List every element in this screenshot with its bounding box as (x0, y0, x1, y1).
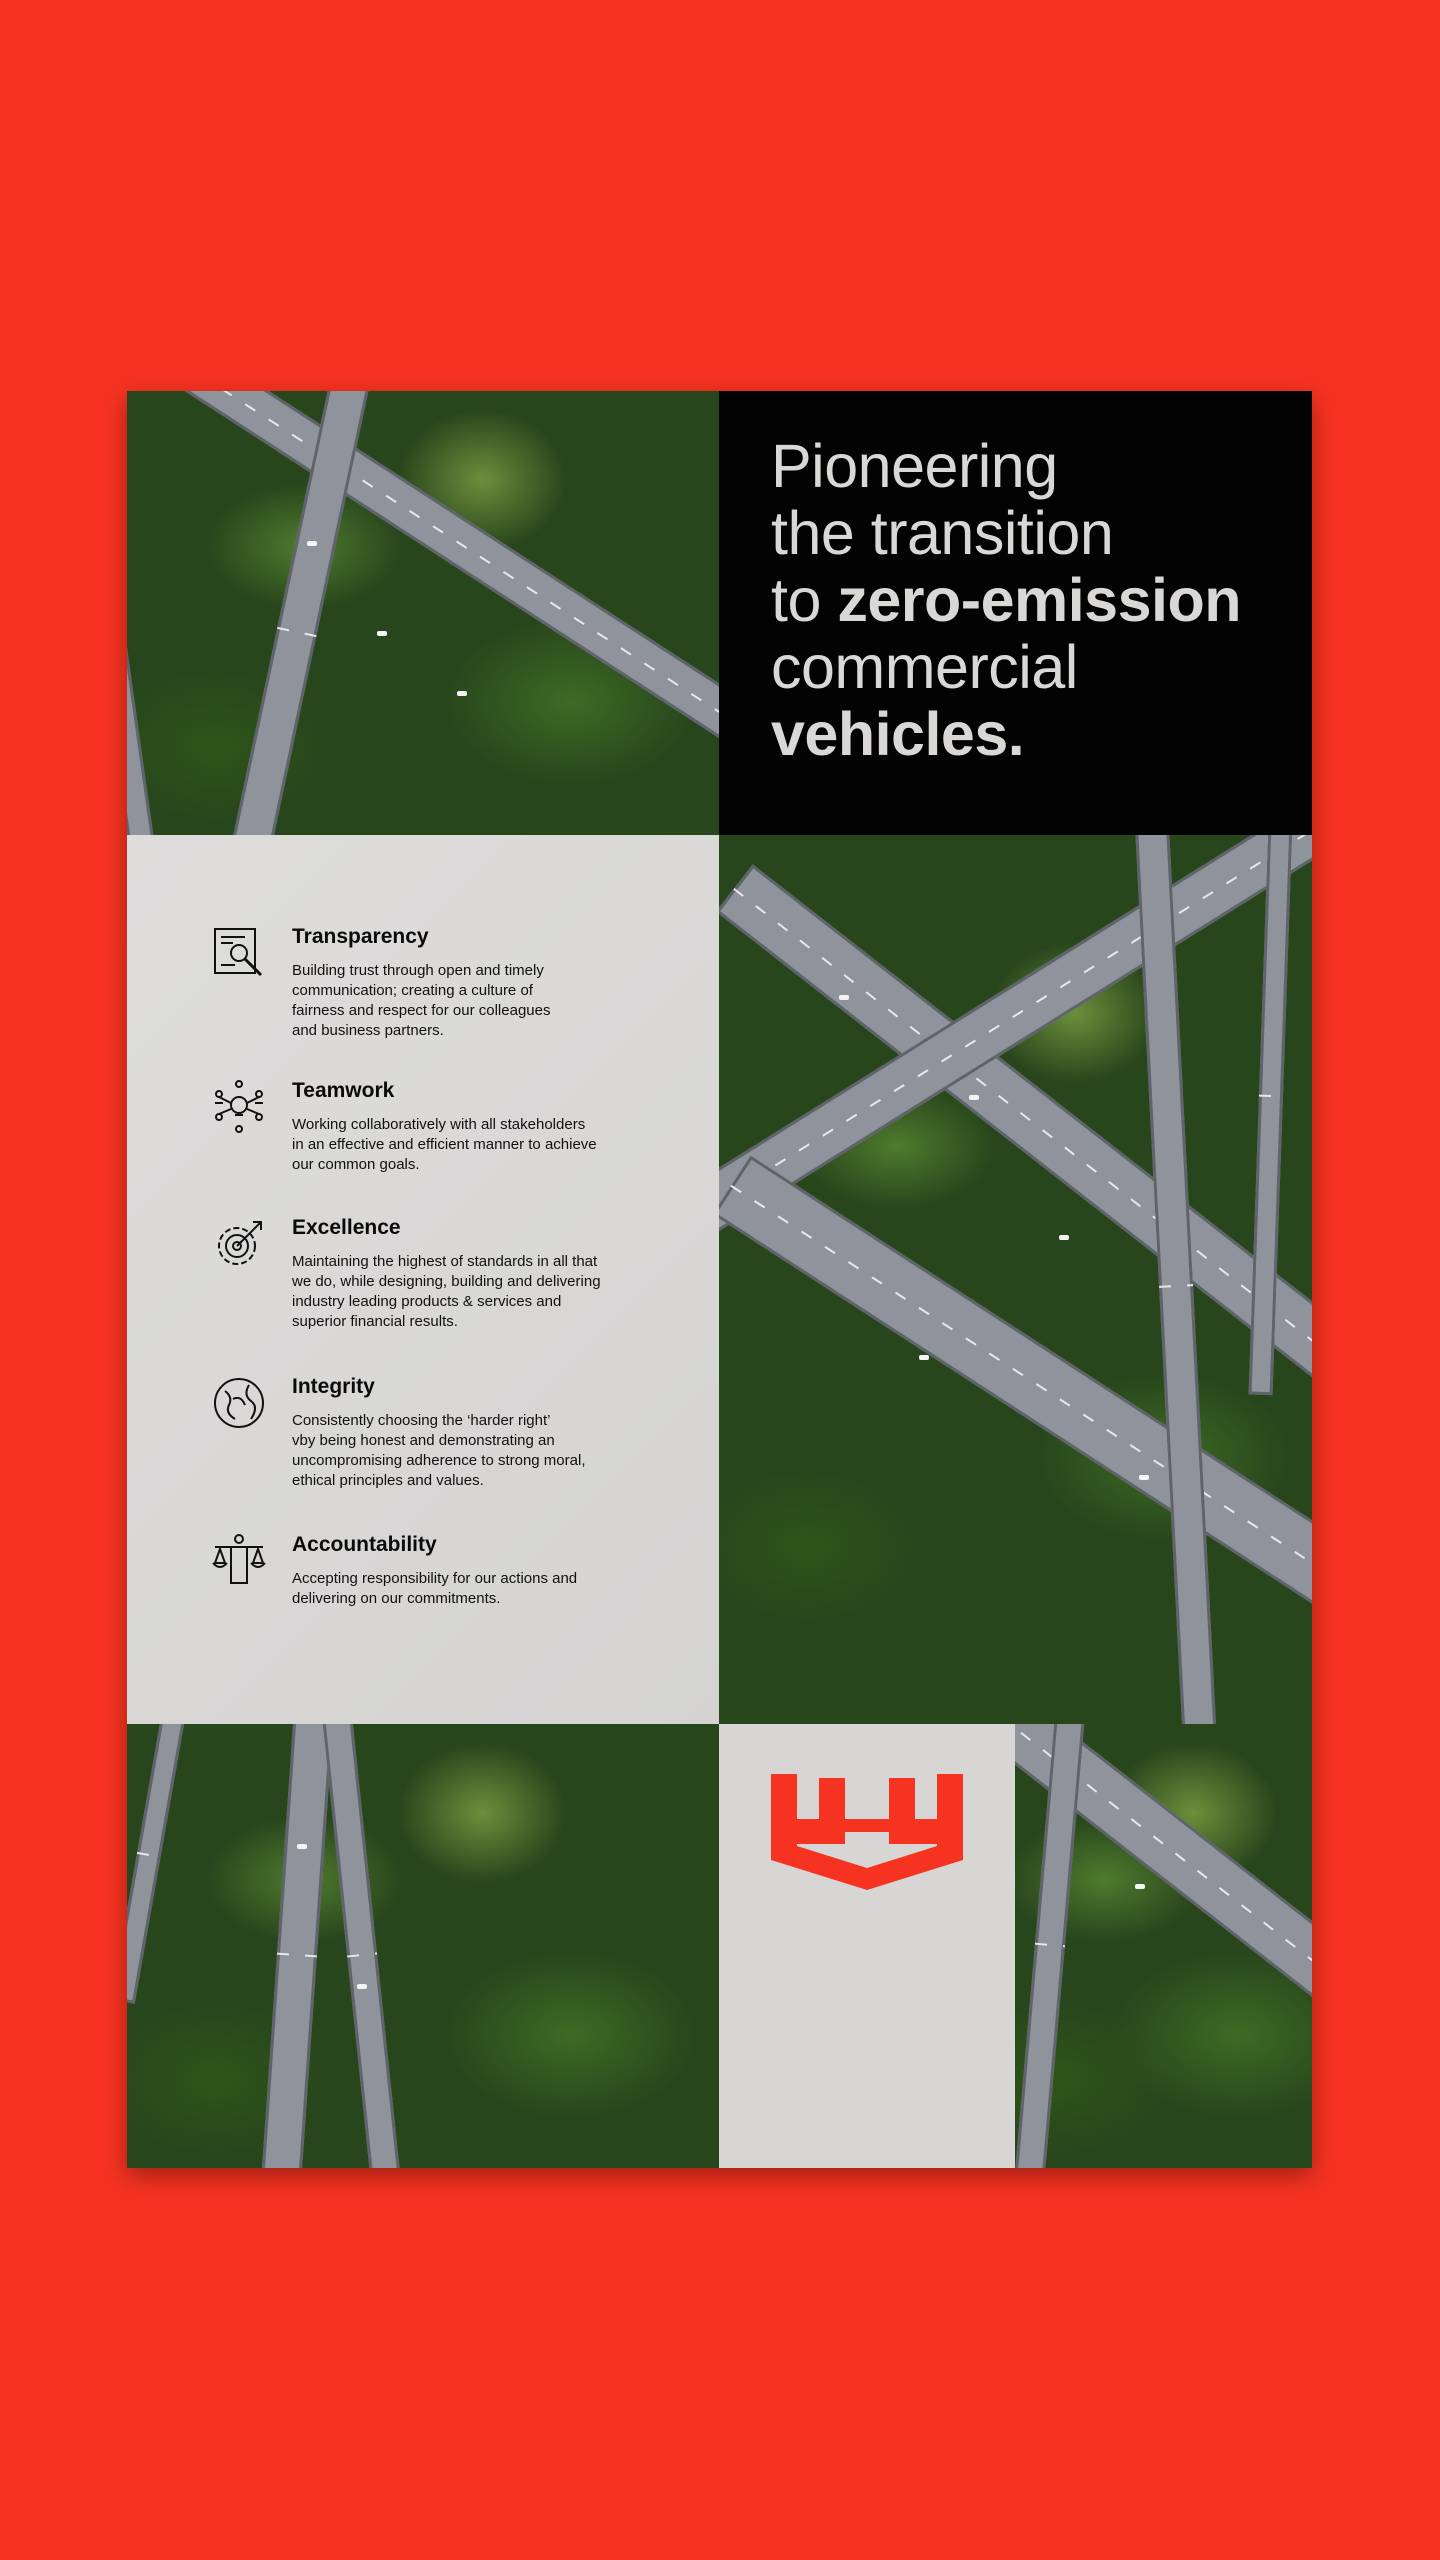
team-lightbulb-icon (211, 1079, 267, 1135)
value-description: Consistently choosing the ‘harder right’ vby being honest and demonstrating an uncompromising adherence to strong moral, ethical principles and values. (292, 1412, 586, 1489)
headline-line-2: the transition (771, 499, 1114, 567)
magnifier-document-icon (211, 925, 267, 981)
headline-line-4: commercial (771, 633, 1078, 701)
value-title: Excellence (292, 1216, 401, 1239)
value-title: Accountability (292, 1533, 437, 1556)
value-title: Integrity (292, 1375, 375, 1398)
gear-target-icon (211, 1216, 267, 1272)
scales-person-icon (211, 1533, 267, 1589)
globe-puzzle-icon (211, 1375, 267, 1431)
value-title: Teamwork (292, 1079, 395, 1102)
hw-shield-logo-icon (771, 1774, 963, 1890)
logo-panel (719, 1724, 1015, 2168)
headline-line-1: Pioneering (771, 432, 1058, 500)
aerial-highway-photo-right (719, 835, 1312, 1724)
headline-line-3-bold: zero-emission (837, 566, 1241, 634)
headline (771, 433, 1241, 768)
poster (127, 391, 1312, 2168)
headline-line-5: vehicles. (771, 700, 1025, 768)
value-description: Building trust through open and timely communication; creating a culture of fairness and respect for our colleagues and business partners. (292, 962, 551, 1039)
aerial-highway-photo-top-left (127, 391, 719, 835)
value-description: Accepting responsibility for our actions and delivering on our commitments. (292, 1570, 578, 1607)
values-panel (127, 835, 719, 1724)
value-description: Working collaboratively with all stakeholders in an effective and efficient manner to achieve our common goals. (292, 1116, 597, 1173)
headline-line-3-regular: to (771, 566, 838, 634)
value-title: Transparency (292, 925, 429, 948)
value-description: Maintaining the highest of standards in all that we do, while designing, building and delivering industry leading products & services and superior financial results. (292, 1253, 601, 1330)
headline-panel (719, 391, 1312, 835)
aerial-highway-photo-bottom-right (1015, 1724, 1312, 2168)
aerial-highway-photo-bottom-left (127, 1724, 719, 2168)
